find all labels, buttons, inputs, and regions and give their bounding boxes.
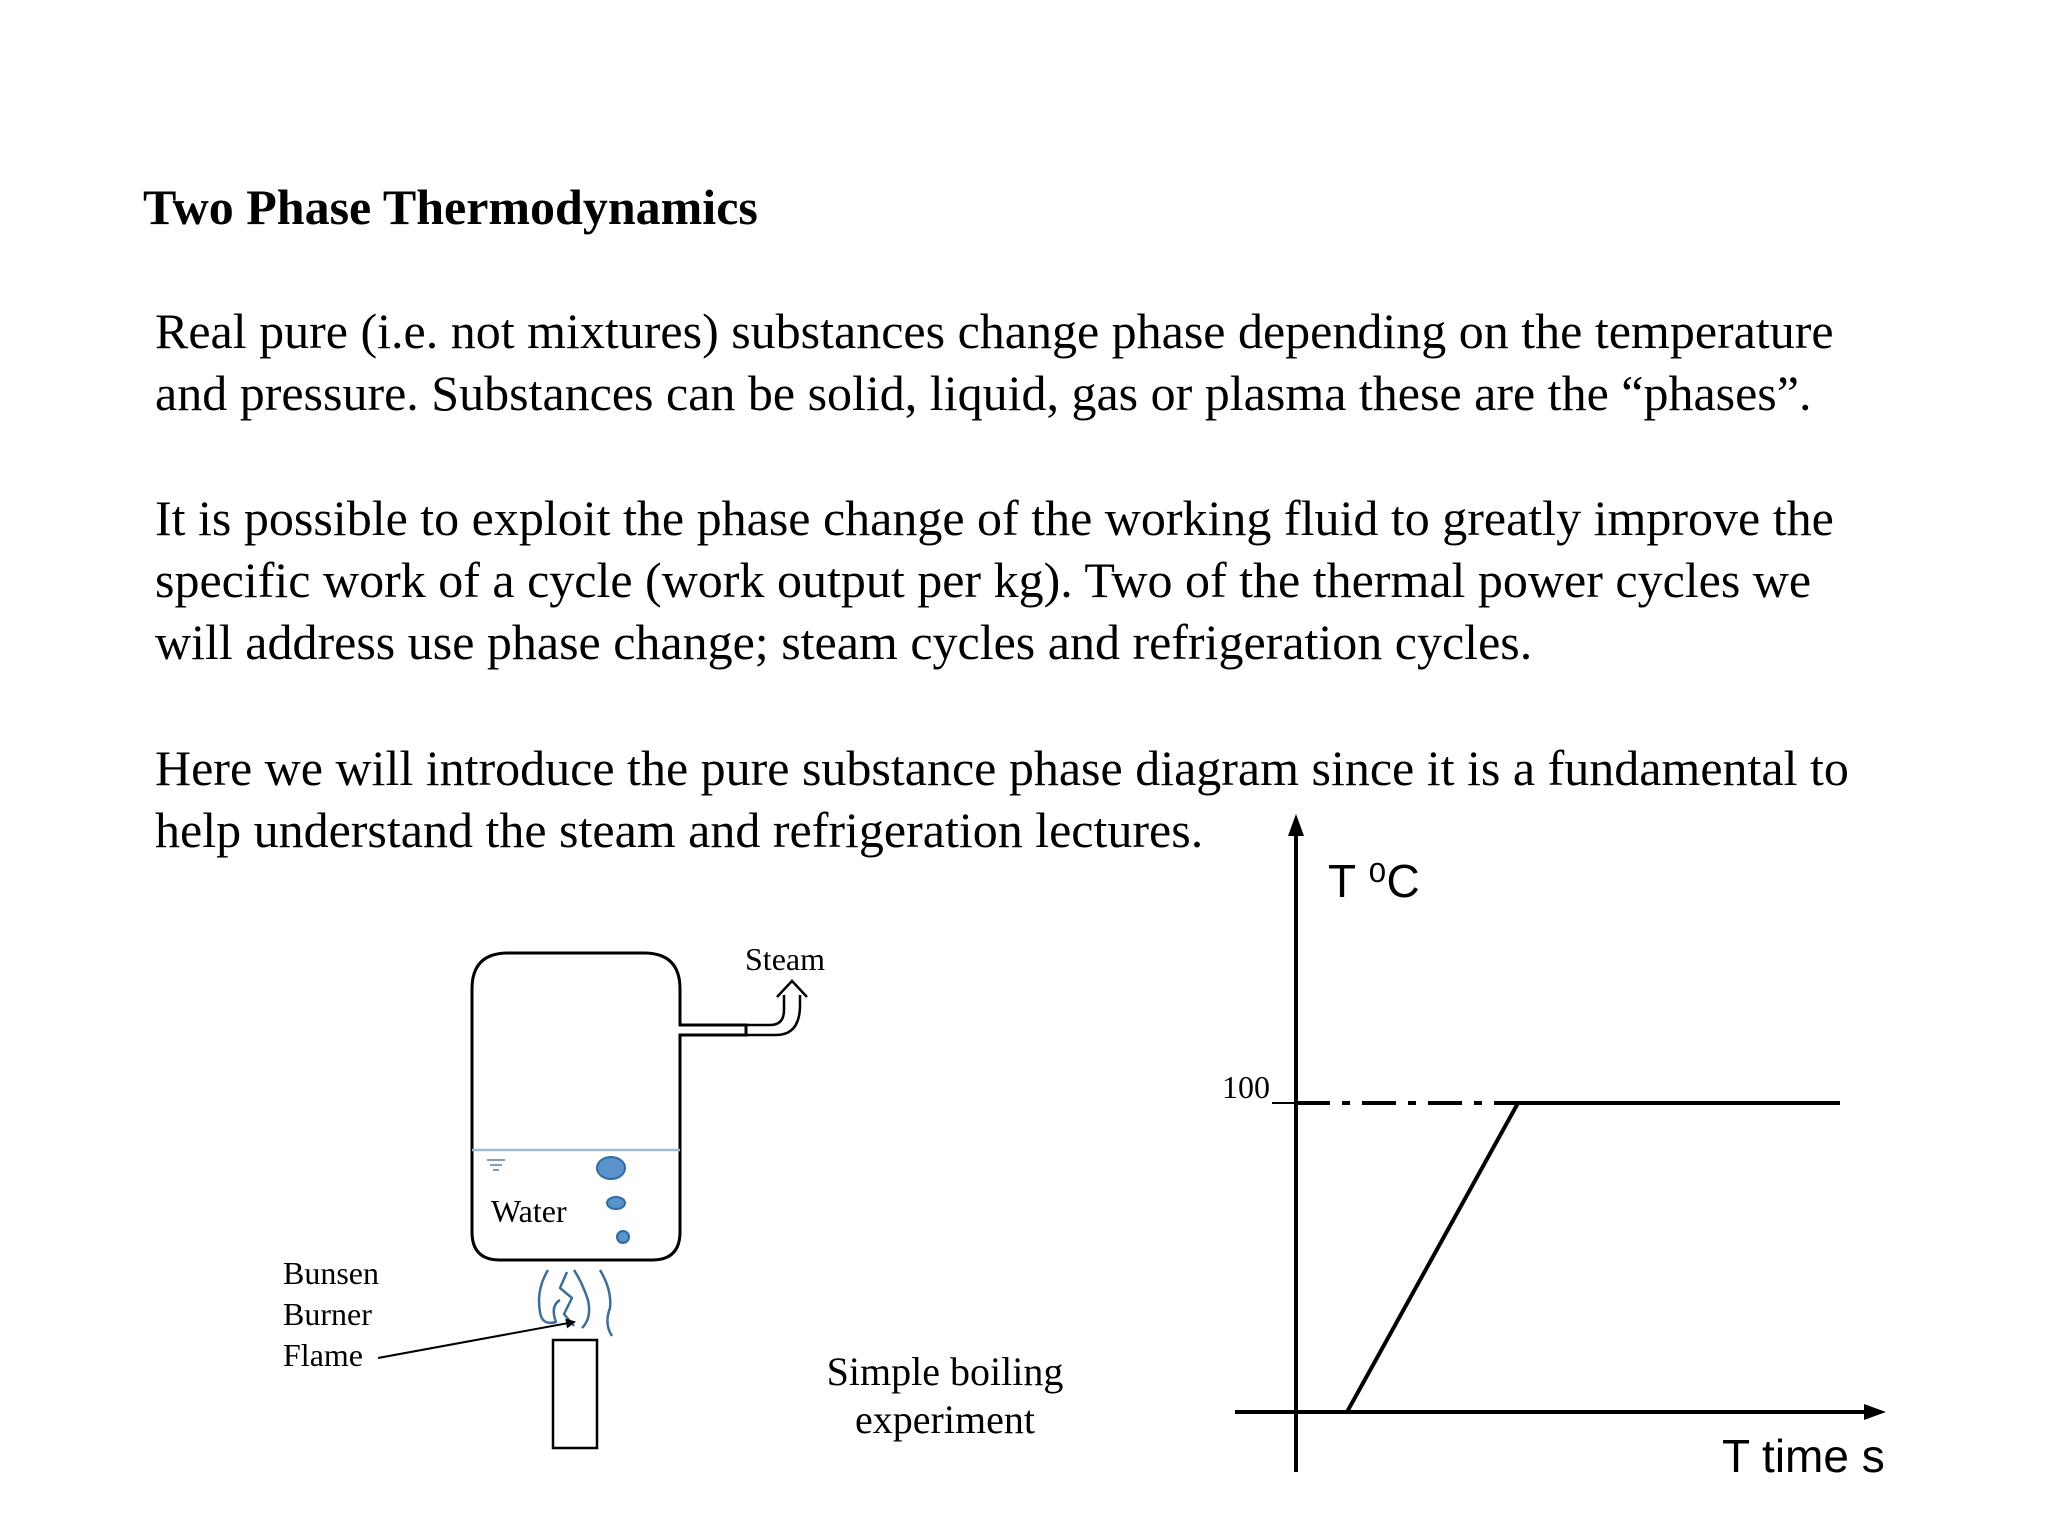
- text-line: will address use phase change; steam cycles and refrigeration cycles.: [155, 614, 1533, 670]
- burner-label-line: Bunsen: [283, 1255, 379, 1291]
- tick-label-100: 100: [1222, 1069, 1270, 1105]
- text-line: and pressure. Substances can be solid, liquid, gas or plasma these are the “phases”.: [155, 365, 1812, 421]
- x-axis-label: T time s: [1722, 1430, 1885, 1482]
- text-line: specific work of a cycle (work output per kg). Two of the thermal power cycles we: [155, 552, 1812, 608]
- steam-label: Steam: [745, 941, 825, 977]
- temperature-time-graph: [1222, 814, 1886, 1482]
- water-level-symbol-icon: [487, 1160, 505, 1170]
- burner-pointer-arrow: [378, 1322, 574, 1358]
- y-axis-arrowhead-icon: [1288, 814, 1304, 836]
- bubble-icon: [607, 1197, 625, 1209]
- y-axis-label: T ⁰C: [1328, 855, 1420, 907]
- text-line: It is possible to exploit the phase change of the working fluid to greatly improve the: [155, 490, 1834, 546]
- x-axis-arrowhead-icon: [1864, 1404, 1886, 1420]
- boiling-experiment-diagram: [283, 941, 1063, 1448]
- burner-label-line: Flame: [283, 1337, 363, 1373]
- water-label: Water: [491, 1193, 567, 1229]
- page-title: Two Phase Thermodynamics: [143, 179, 758, 235]
- text-line: help understand the steam and refrigeration lectures.: [155, 802, 1204, 858]
- text-line: Real pure (i.e. not mixtures) substances change phase depending on the temperature: [155, 303, 1834, 359]
- experiment-caption-line: experiment: [855, 1397, 1035, 1442]
- experiment-caption-line: Simple boiling: [826, 1349, 1064, 1394]
- steam-outlet-icon: [746, 981, 807, 1035]
- bubble-icon: [597, 1157, 625, 1179]
- heating-curve: [1347, 1103, 1840, 1412]
- text-line: Here we will introduce the pure substance phase diagram since it is a fundamental to: [155, 740, 1849, 796]
- bubble-icon: [617, 1231, 629, 1243]
- burner-label-line: Burner: [283, 1296, 372, 1332]
- bunsen-burner-tube: [553, 1340, 597, 1448]
